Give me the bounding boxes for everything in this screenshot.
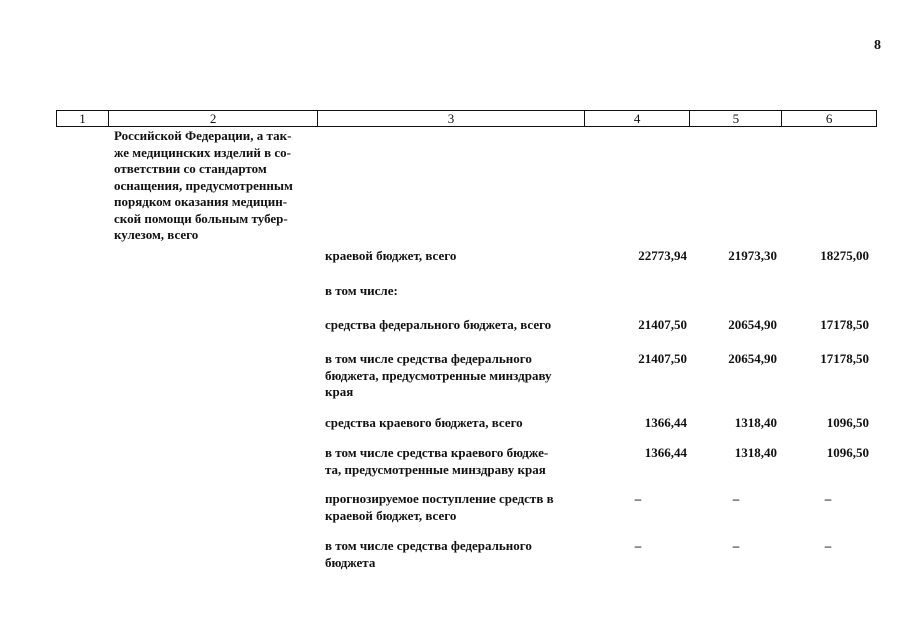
row-label: в том числе средства федерального бюджета bbox=[325, 538, 532, 570]
value-col5: 1318,40 bbox=[734, 415, 777, 430]
header-cell-2: 2 bbox=[109, 111, 318, 126]
value-col4: 21407,50 bbox=[638, 317, 687, 332]
row-label: прогнозируемое поступление средств в краевой бюджет, всего bbox=[325, 491, 554, 523]
item-description: Российской Федерации, а так- же медицинских изделий в со- ответствии со стандартом оснащения, предусмотренным порядком оказания медицин- ской помощи больным тубер- кулезом, всего bbox=[114, 128, 293, 242]
value-col5: 1318,40 bbox=[734, 445, 777, 460]
value-col6: 1096,50 bbox=[826, 445, 869, 460]
value-col5: 20654,90 bbox=[728, 351, 777, 366]
header-cell-5: 5 bbox=[690, 111, 782, 126]
value-col4: – bbox=[634, 491, 642, 506]
value-col5: – bbox=[732, 491, 740, 506]
value-col6: 17178,50 bbox=[820, 351, 869, 366]
value-col4: 21407,50 bbox=[638, 351, 687, 366]
row-label: в том числе средства федерального бюджета, предусмотренные минздраву края bbox=[325, 351, 552, 399]
header-cell-4: 4 bbox=[585, 111, 691, 126]
page-number: 8 bbox=[874, 38, 881, 53]
value-col4: 1366,44 bbox=[644, 415, 687, 430]
value-col6: 18275,00 bbox=[820, 248, 869, 263]
value-col6: – bbox=[824, 538, 832, 553]
table-header-row bbox=[56, 110, 877, 127]
value-col5: – bbox=[732, 538, 740, 553]
value-col6: 17178,50 bbox=[820, 317, 869, 332]
value-col5: 21973,30 bbox=[728, 248, 777, 263]
row-label: в том числе средства краевого бюдже- та, предусмотренные минздраву края bbox=[325, 445, 549, 477]
value-col4: – bbox=[634, 538, 642, 553]
value-col5: 20654,90 bbox=[728, 317, 777, 332]
value-col6: – bbox=[824, 491, 832, 506]
row-label: средства краевого бюджета, всего bbox=[325, 415, 523, 430]
header-cell-6: 6 bbox=[825, 111, 833, 126]
value-col4: 1366,44 bbox=[644, 445, 687, 460]
value-col6: 1096,50 bbox=[826, 415, 869, 430]
value-col4: 22773,94 bbox=[638, 248, 687, 263]
row-label: краевой бюджет, всего bbox=[325, 248, 457, 263]
header-cell-3: 3 bbox=[318, 111, 584, 126]
row-label: средства федерального бюджета, всего bbox=[325, 317, 552, 332]
header-cell-1: 1 bbox=[57, 111, 109, 126]
row-label: в том числе: bbox=[325, 283, 398, 298]
